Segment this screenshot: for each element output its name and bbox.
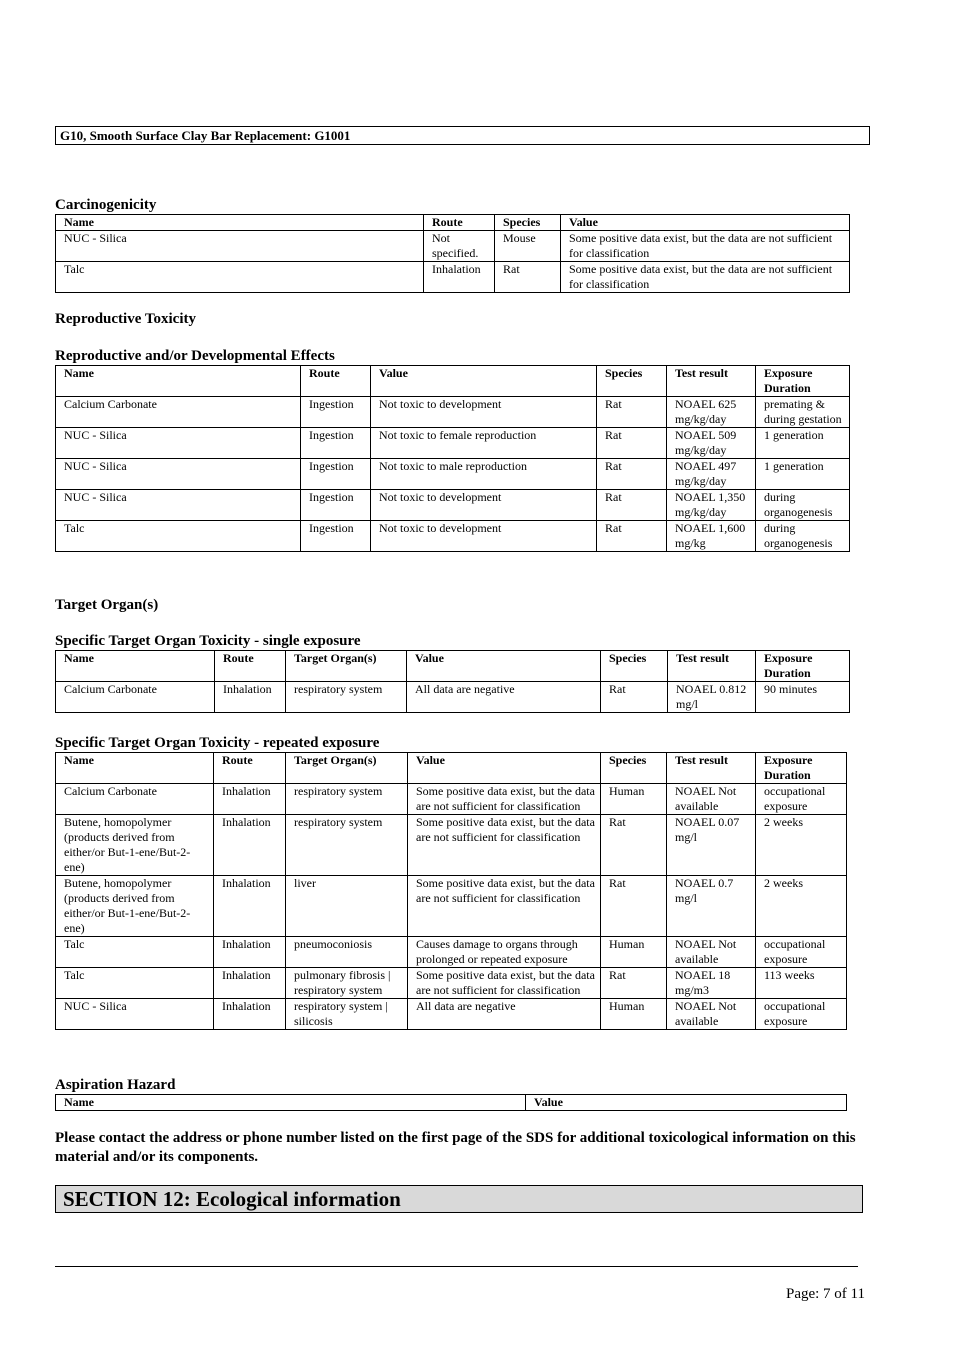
table-cell: liver [286,876,408,937]
table-cell: 2 weeks [756,815,847,876]
table-cell: Butene, homopolymer (products derived from either/or But-1-ene/But-2-ene) [56,876,214,937]
table-cell: NUC - Silica [56,999,214,1030]
table-cell: Not toxic to female reproduction [371,428,597,459]
table-cell: Causes damage to organs through prolonged or repeated exposure [408,937,601,968]
table-cell: Ingestion [301,397,371,428]
table-cell: Inhalation [214,937,286,968]
table-cell: during organogenesis [756,521,850,552]
table-cell: during organogenesis [756,490,850,521]
table-cell: Rat [597,490,667,521]
table-cell: Some positive data exist, but the data are not sufficient for classification [408,784,601,815]
carcinogenicity-table [55,214,850,293]
table-cell: occupational exposure [756,784,847,815]
product-header: G10, Smooth Surface Clay Bar Replacement: G1001 [55,126,870,145]
reproductive-effects-title: Reproductive and/or Developmental Effects [55,348,335,364]
table-cell: NOAEL 0.812 mg/l [668,682,756,713]
column-header: Value [408,753,601,784]
table-cell: Not toxic to development [371,490,597,521]
column-header: Exposure Duration [756,651,850,682]
column-header: Route [424,215,495,231]
column-header: Name [56,753,214,784]
section-12-title: SECTION 12: Ecological information [55,1185,863,1213]
column-header: Exposure Duration [756,753,847,784]
table-cell: NOAEL Not available [667,999,756,1030]
table-cell: Ingestion [301,521,371,552]
column-header: Value [407,651,601,682]
column-header: Route [301,366,371,397]
table-cell: respiratory system [286,784,408,815]
table-cell: NOAEL Not available [667,784,756,815]
table-cell: respiratory system | silicosis [286,999,408,1030]
table-cell: Rat [597,428,667,459]
table-cell: Not specified. [424,231,495,262]
table-cell: Human [601,784,667,815]
page-number: Page: 7 of 11 [785,1286,865,1302]
column-header: Value [526,1095,847,1111]
table-cell: All data are negative [408,999,601,1030]
table-cell: Calcium Carbonate [56,397,301,428]
table-row [56,815,847,876]
column-header: Test result [667,753,756,784]
table-cell: Rat [597,459,667,490]
table-cell: Talc [56,968,214,999]
stot-repeated-table [55,752,847,1030]
table-header-row [56,1095,847,1111]
table-cell: Human [601,937,667,968]
table-cell: Not toxic to male reproduction [371,459,597,490]
table-row [56,231,850,262]
table-cell: pneumoconiosis [286,937,408,968]
table-cell: Rat [495,262,561,293]
column-header: Value [371,366,597,397]
table-cell: 113 weeks [756,968,847,999]
carcinogenicity-title: Carcinogenicity [55,197,157,213]
table-cell: Not toxic to development [371,397,597,428]
table-header-row [56,366,850,397]
table-cell: Talc [56,521,301,552]
column-header: Test result [668,651,756,682]
table-row [56,521,850,552]
table-cell: Inhalation [424,262,495,293]
table-cell: NOAEL 0.7 mg/l [667,876,756,937]
table-cell: Ingestion [301,490,371,521]
table-cell: Some positive data exist, but the data are not sufficient for classification [561,231,850,262]
table-cell: NUC - Silica [56,428,301,459]
table-cell: 1 generation [756,428,850,459]
table-cell: NOAEL 497 mg/kg/day [667,459,756,490]
footer-divider [55,1266,858,1267]
table-cell: Butene, homopolymer (products derived from either/or But-1-ene/But-2-ene) [56,815,214,876]
table-cell: NOAEL 1,600 mg/kg [667,521,756,552]
column-header: Value [561,215,850,231]
table-cell: Some positive data exist, but the data are not sufficient for classification [408,876,601,937]
table-cell: Some positive data exist, but the data are not sufficient for classification [561,262,850,293]
table-header-row [56,215,850,231]
table-cell: Inhalation [214,876,286,937]
column-header: Route [215,651,286,682]
table-cell: Rat [597,397,667,428]
table-cell: Talc [56,262,424,293]
table-cell: Ingestion [301,428,371,459]
column-header: Species [601,753,667,784]
table-cell: NOAEL 18 mg/m3 [667,968,756,999]
table-row [56,262,850,293]
table-cell: Human [601,999,667,1030]
table-cell: Rat [597,521,667,552]
column-header: Species [495,215,561,231]
column-header: Species [597,366,667,397]
table-cell: Inhalation [214,815,286,876]
table-cell: Rat [601,968,667,999]
contact-note: Please contact the address or phone number listed on the first page of the SDS for additional toxicological information on this material and/or its components. [55,1130,856,1165]
stot-repeated-title: Specific Target Organ Toxicity - repeated exposure [55,735,380,751]
table-row [56,968,847,999]
aspiration-title: Aspiration Hazard [55,1077,176,1093]
stot-single-table [55,650,850,713]
column-header: Name [56,215,424,231]
target-organs-heading: Target Organ(s) [55,597,159,613]
table-cell: NUC - Silica [56,490,301,521]
table-cell: Rat [601,815,667,876]
table-cell: Mouse [495,231,561,262]
table-cell: respiratory system [286,682,407,713]
table-cell: occupational exposure [756,937,847,968]
table-cell: Calcium Carbonate [56,682,215,713]
table-row [56,682,850,713]
column-header: Name [56,1095,526,1111]
table-cell: Rat [601,876,667,937]
table-cell: Inhalation [214,784,286,815]
table-cell: Not toxic to development [371,521,597,552]
table-cell: Inhalation [214,968,286,999]
reproductive-toxicity-heading: Reproductive Toxicity [55,311,196,327]
column-header: Name [56,651,215,682]
table-cell: 90 minutes [756,682,850,713]
table-row [56,937,847,968]
table-cell: NOAEL 509 mg/kg/day [667,428,756,459]
reproductive-effects-table [55,365,850,552]
table-cell: NOAEL Not available [667,937,756,968]
table-cell: 1 generation [756,459,850,490]
table-cell: NUC - Silica [56,459,301,490]
table-header-row [56,753,847,784]
table-row [56,459,850,490]
table-cell: occupational exposure [756,999,847,1030]
column-header: Exposure Duration [756,366,850,397]
table-row [56,876,847,937]
table-cell: respiratory system [286,815,408,876]
table-header-row [56,651,850,682]
table-cell: Some positive data exist, but the data are not sufficient for classification [408,815,601,876]
table-cell: Inhalation [214,999,286,1030]
table-cell: Inhalation [215,682,286,713]
table-row [56,490,850,521]
column-header: Route [214,753,286,784]
column-header: Test result [667,366,756,397]
column-header: Species [601,651,668,682]
table-cell: NUC - Silica [56,231,424,262]
table-cell: NOAEL 0.07 mg/l [667,815,756,876]
table-cell: Some positive data exist, but the data are not sufficient for classification [408,968,601,999]
table-cell: Talc [56,937,214,968]
aspiration-table [55,1094,847,1111]
table-cell: NOAEL 1,350 mg/kg/day [667,490,756,521]
table-row [56,428,850,459]
table-cell: premating & during gestation [756,397,850,428]
column-header: Target Organ(s) [286,753,408,784]
table-cell: All data are negative [407,682,601,713]
table-cell: Ingestion [301,459,371,490]
table-cell: Rat [601,682,668,713]
table-cell: pulmonary fibrosis | respiratory system [286,968,408,999]
table-row [56,397,850,428]
table-cell: NOAEL 625 mg/kg/day [667,397,756,428]
table-cell: Calcium Carbonate [56,784,214,815]
column-header: Target Organ(s) [286,651,407,682]
table-row [56,784,847,815]
table-cell: 2 weeks [756,876,847,937]
stot-single-title: Specific Target Organ Toxicity - single exposure [55,633,361,649]
column-header: Name [56,366,301,397]
table-row [56,999,847,1030]
